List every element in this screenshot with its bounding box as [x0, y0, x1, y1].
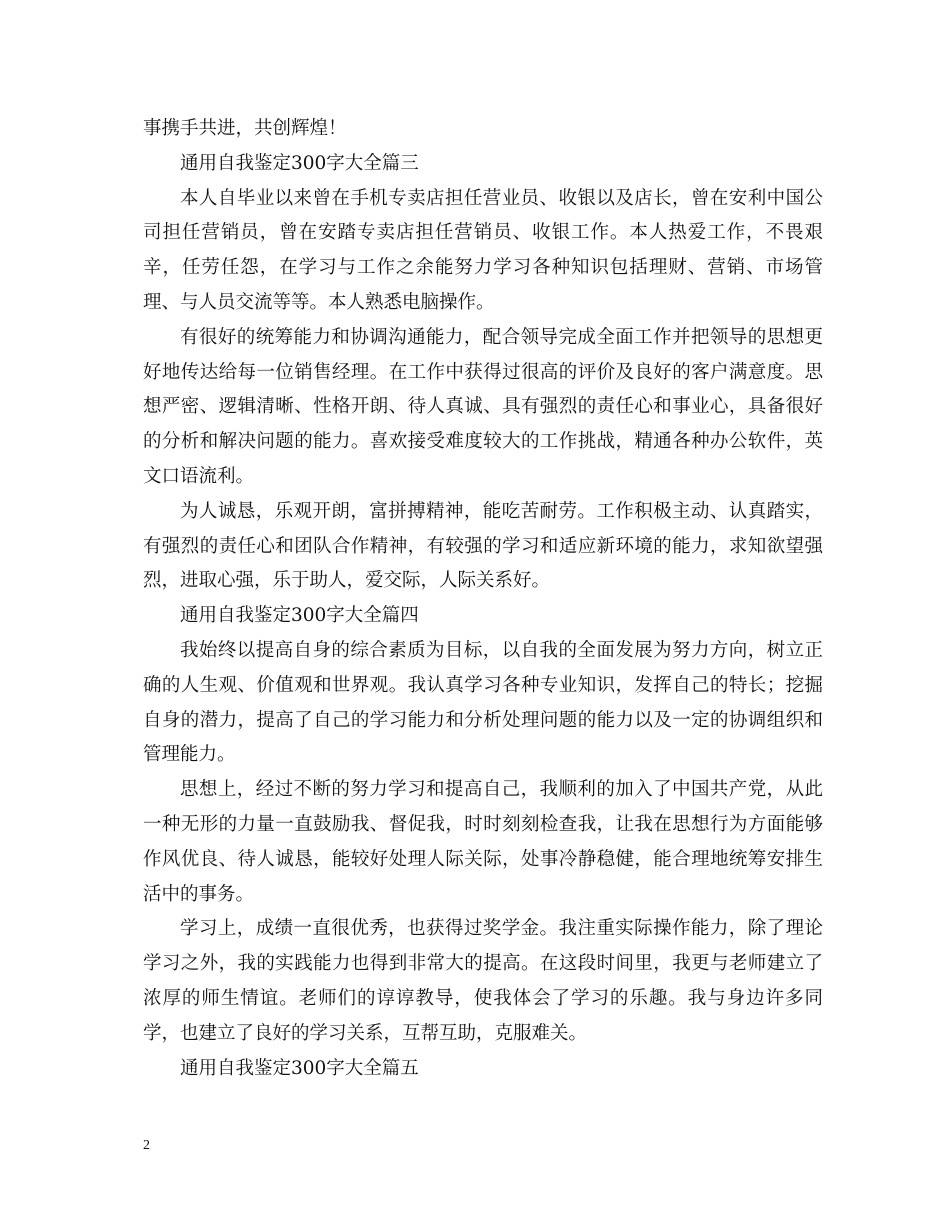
paragraph: 本人自毕业以来曾在手机专卖店担任营业员、收银以及店长，曾在安利中国公司担任营销员，曾在安踏专卖店担任营销员、收银工作。本人热爱工作，不畏艰辛，任劳任怨，在学习与工作之余能努力学习各种知识包括理财、营销、市场管理、与人员交流等等。本人熟悉电脑操作。	[143, 187, 823, 313]
paragraph: 我始终以提高自身的综合素质为目标，以自我的全面发展为努力方向，树立正确的人生观、价值观和世界观。我认真学习各种专业知识，发挥自己的特长；挖掘自身的潜力，提高了自己的学习能力和分析处理问题的能力以及一定的协调组织和管理能力。	[143, 639, 823, 766]
page-number: 2	[143, 1138, 150, 1153]
paragraph: 思想上，经过不断的努力学习和提高自己，我顺利的加入了中国共产党，从此一种无形的力量一直鼓励我、督促我，时时刻刻检查我，让我在思想行为方面能够作风优良、待人诚恳，能较好处理人际关际，处事冷静稳健，能合理地统筹安排生活中的事务。	[143, 779, 823, 905]
document-body	[143, 112, 823, 1086]
paragraph-continuation: 事携手共进，共创辉煌！	[143, 118, 347, 139]
paragraph: 为人诚恳，乐观开朗，富拼搏精神，能吃苦耐劳。工作积极主动、认真踏实，有强烈的责任心和团队合作精神，有较强的学习和适应新环境的能力，求知欲望强烈，进取心强，乐于助人，爱交际，人际关系好。	[143, 500, 823, 592]
section-heading-part-4: 通用自我鉴定300字大全篇四	[180, 605, 419, 627]
paragraph: 有很好的统筹能力和协调沟通能力，配合领导完成全面工作并把领导的思想更好地传达给每一位销售经理。在工作中获得过很高的评价及良好的客户满意度。思想严密、逻辑清晰、性格开朗、待人真诚、具有强烈的责任心和事业心，具备很好的分析和解决问题的能力。喜欢接受难度较大的工作挑战，精通各种办公软件，英文口语流利。	[143, 326, 823, 487]
section-heading-part-3: 通用自我鉴定300字大全篇三	[180, 152, 419, 174]
paragraph: 学习上，成绩一直很优秀，也获得过奖学金。我注重实际操作能力，除了理论学习之外，我的实践能力也得到非常大的提高。在这段时间里，我更与老师建立了浓厚的师生情谊。老师们的谆谆教导，使我体会了学习的乐趣。我与身边许多同学，也建立了良好的学习关系，互帮互助，克服难关。	[143, 918, 823, 1044]
section-heading-part-5: 通用自我鉴定300字大全篇五	[180, 1057, 419, 1079]
